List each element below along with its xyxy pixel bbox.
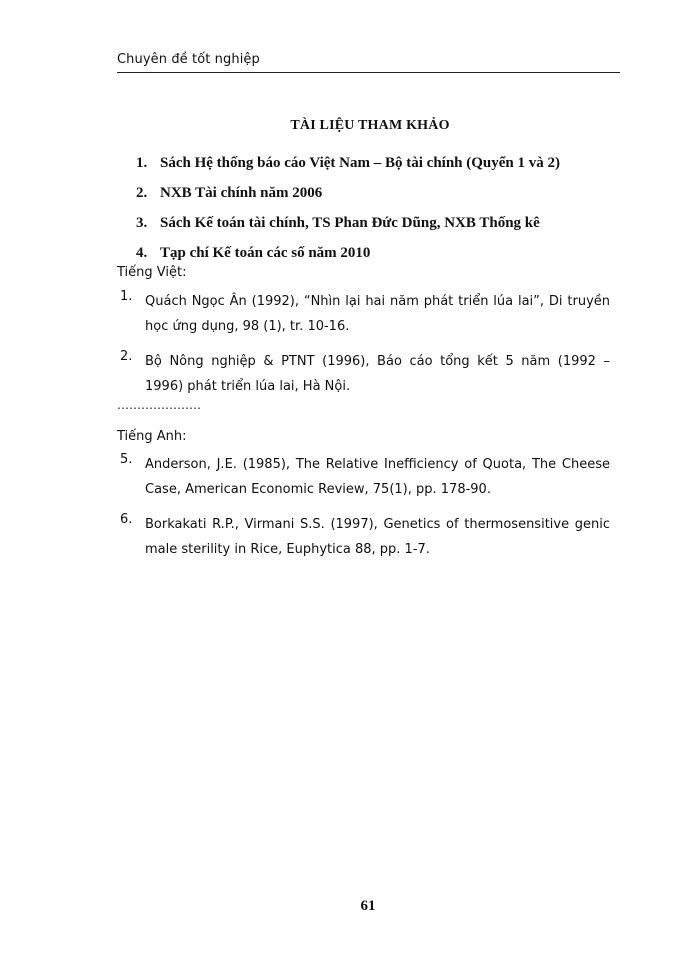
reference-item <box>120 349 610 399</box>
reference-line: Anderson, J.E. (1985), The Relative Inefficiency of Quota, The Cheese <box>145 457 610 472</box>
ellipsis-separator: ………………… <box>117 398 201 412</box>
reference-line: Case, American Economic Review, 75(1), pp. 178-90. <box>145 482 491 497</box>
item-text: Tạp chí Kế toán các số năm 2010 <box>160 245 371 261</box>
running-title: Chuyên đề tốt nghiệp <box>117 52 260 67</box>
item-number: 2. <box>136 185 148 201</box>
vietnamese-reference-list <box>120 289 610 409</box>
reference-number: 1. <box>120 289 133 304</box>
page-number: 61 <box>360 898 376 914</box>
reference-line: male sterility in Rice, Euphytica 88, pp. 1-7. <box>145 542 430 557</box>
reference-number: 2. <box>120 349 133 364</box>
item-number: 3. <box>136 215 148 231</box>
item-number: 1. <box>136 155 148 171</box>
reference-item <box>120 289 610 339</box>
reference-line: Bộ Nông nghiệp & PTNT (1996), Báo cáo tổng kết 5 năm (1992 – <box>145 354 610 369</box>
reference-line: học ứng dụng, 98 (1), tr. 10-16. <box>145 319 350 334</box>
item-text: NXB Tài chính năm 2006 <box>160 185 323 201</box>
main-reference-item <box>136 150 636 180</box>
item-text: Sách Kế toán tài chính, TS Phan Đức Dũng, NXB Thống kê <box>160 215 540 231</box>
page-header <box>117 52 620 73</box>
reference-item <box>120 512 610 562</box>
vietnamese-section-label: Tiếng Việt: <box>117 265 187 280</box>
references-title: TÀI LIỆU THAM KHẢO <box>290 118 450 133</box>
item-text: Sách Hệ thống báo cáo Việt Nam – Bộ tài chính (Quyển 1 và 2) <box>160 155 561 171</box>
reference-item <box>120 452 610 502</box>
reference-line: Borkakati R.P., Virmani S.S. (1997), Genetics of thermosensitive genic <box>145 517 610 532</box>
reference-number: 5. <box>120 452 133 467</box>
english-reference-list <box>120 452 610 572</box>
main-reference-item <box>136 180 636 210</box>
main-reference-item <box>136 210 636 240</box>
main-reference-list <box>136 150 636 270</box>
reference-number: 6. <box>120 512 133 527</box>
reference-line: Quách Ngọc Ân (1992), “Nhìn lại hai năm phát triển lúa lai”, Di truyền <box>145 294 610 309</box>
item-number: 4. <box>136 245 148 261</box>
main-reference-item <box>136 240 636 270</box>
reference-line: 1996) phát triển lúa lai, Hà Nội. <box>145 379 351 394</box>
english-section-label: Tiếng Anh: <box>117 429 187 444</box>
